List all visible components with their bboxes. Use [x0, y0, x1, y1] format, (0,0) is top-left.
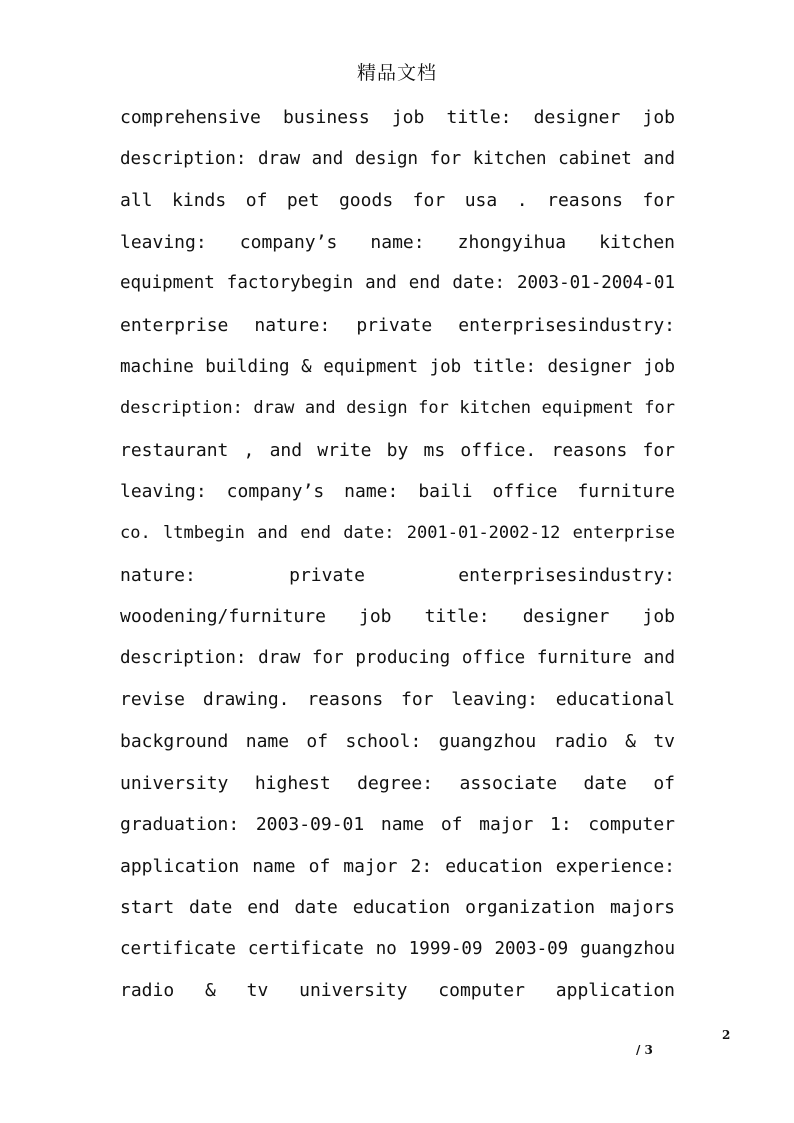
body-line: equipment factorybegin and end date: 2003-01-2004-01 — [120, 273, 675, 294]
body-line: nature: private enterprisesindustry: — [120, 564, 675, 586]
body-line: description: draw for producing office furniture and — [120, 647, 675, 668]
document-body — [120, 97, 675, 1012]
body-line: leaving: company’s name: zhongyihua kitchen — [120, 231, 675, 253]
body-line: graduation: 2003-09-01 name of major 1: computer — [120, 814, 675, 836]
body-line: all kinds of pet goods for usa . reasons for — [120, 190, 675, 212]
body-line: university highest degree: associate date of — [120, 772, 675, 794]
page-number: 2 — [722, 1028, 731, 1042]
body-line: description: draw and design for kitchen equipment for — [120, 398, 675, 419]
page-total: / 3 — [636, 1043, 653, 1057]
page-header-title: 精品文档 — [356, 62, 437, 84]
body-line: certificate certificate no 1999-09 2003-09 guangzhou — [120, 938, 675, 959]
body-line: leaving: company’s name: baili office furniture — [120, 481, 675, 503]
body-line: comprehensive business job title: designer job — [120, 107, 675, 128]
body-line: enterprise nature: private enterprisesindustry: — [120, 314, 675, 336]
body-line: restaurant , and write by ms office. reasons for — [120, 439, 675, 461]
body-line: machine building & equipment job title: designer job — [120, 356, 675, 377]
body-line: application name of major 2: education experience: — [120, 855, 675, 877]
body-line: start date end date education organization majors — [120, 897, 675, 919]
body-line: woodening/furniture job title: designer job — [120, 606, 675, 628]
body-line: description: draw and design for kitchen cabinet and — [120, 148, 675, 169]
body-line: co. ltmbegin and end date: 2001-01-2002-12 enterprise — [120, 522, 675, 543]
body-line: revise drawing. reasons for leaving: educational — [120, 689, 675, 711]
body-line: radio & tv university computer application — [120, 980, 675, 1002]
body-line: background name of school: guangzhou radio & tv — [120, 730, 675, 752]
